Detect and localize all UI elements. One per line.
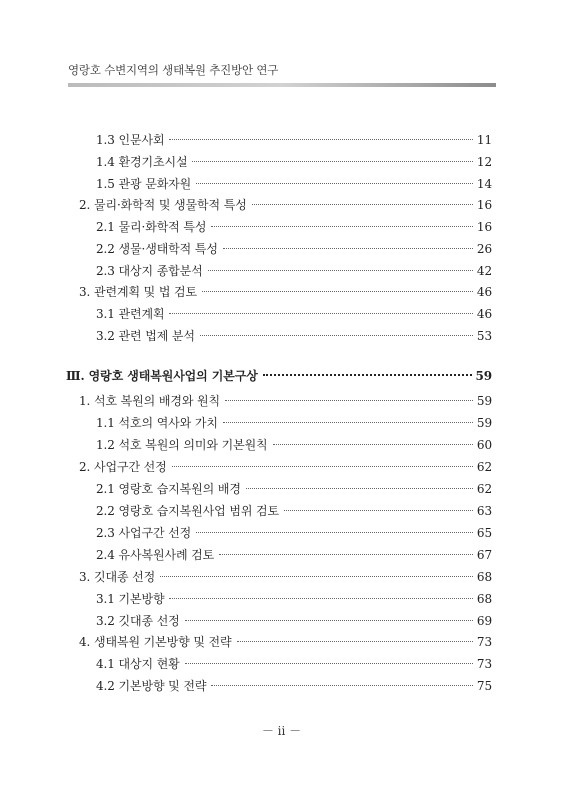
dot-leader <box>252 204 473 205</box>
toc-subsection[interactable] <box>96 611 492 631</box>
toc-subsection[interactable] <box>96 217 492 237</box>
toc-entry-page: 11 <box>476 133 492 147</box>
toc-section[interactable] <box>79 567 492 587</box>
toc-entry-page: 60 <box>476 438 492 452</box>
toc-section[interactable] <box>79 632 492 652</box>
toc-entry-page: 68 <box>476 570 492 584</box>
dot-leader <box>185 663 473 664</box>
toc-entry-page: 59 <box>476 416 492 430</box>
dot-leader <box>202 291 473 292</box>
toc-entry-page: 16 <box>476 198 492 212</box>
toc-entry-label: 2.2 생물·생태학적 특성 <box>96 242 218 256</box>
dot-leader <box>273 444 473 445</box>
dot-leader <box>219 554 473 555</box>
toc-entry-label: 1.2 석호 복원의 의미와 기본원칙 <box>96 438 268 452</box>
toc-entry-label: 3.1 기본방향 <box>96 592 165 606</box>
toc-entry-page: 69 <box>476 614 492 628</box>
dot-leader <box>172 466 473 467</box>
dot-leader <box>263 374 472 376</box>
toc-entry-page: 62 <box>476 482 492 496</box>
dot-leader <box>225 400 473 401</box>
toc-subsection[interactable] <box>96 501 492 521</box>
dot-leader <box>185 620 473 621</box>
toc-section[interactable] <box>79 391 492 411</box>
toc-entry-page: 14 <box>476 177 492 191</box>
toc-entry-page: 65 <box>476 526 492 540</box>
dot-leader <box>237 641 473 642</box>
dot-leader <box>223 422 473 423</box>
toc-entry-page: 62 <box>476 460 492 474</box>
toc-entry-label: 1.3 인문사회 <box>96 133 165 147</box>
toc-entry-label: 2. 사업구간 선정 <box>79 460 167 474</box>
dot-leader <box>223 248 473 249</box>
toc-section[interactable] <box>79 457 492 477</box>
toc-subsection[interactable] <box>96 326 492 346</box>
toc-entry-page: 73 <box>476 657 492 671</box>
toc-entry-page: 68 <box>476 592 492 606</box>
toc-entry-page: 63 <box>476 504 492 518</box>
toc-entry-label: 3.2 관련 법제 분석 <box>96 329 195 343</box>
toc-chapter[interactable] <box>66 366 492 386</box>
dot-leader <box>196 183 473 184</box>
dot-leader <box>169 139 472 140</box>
toc-entry-page: 53 <box>476 329 492 343</box>
toc-entry-label: 1.5 관광 문화자원 <box>96 177 192 191</box>
toc-section[interactable] <box>79 195 492 215</box>
toc-subsection[interactable] <box>96 152 492 172</box>
toc-entry-page: 46 <box>476 285 492 299</box>
dot-leader <box>246 488 473 489</box>
dot-leader <box>192 161 472 162</box>
toc-subsection[interactable] <box>96 130 492 150</box>
toc-entry-label: 1. 석호 복원의 배경와 원칙 <box>79 394 221 408</box>
toc-entry-label: 3.1 관련계획 <box>96 307 165 321</box>
toc-entry-label: 2. 물리·화학적 및 생물학적 특성 <box>79 198 247 212</box>
dot-leader <box>169 598 472 599</box>
toc-entry-label: 2.3 대상지 종합분석 <box>96 264 203 278</box>
toc-entry-label: Ⅲ. 영랑호 생태복원사업의 기본구상 <box>66 369 258 383</box>
toc-entry-page: 42 <box>476 264 492 278</box>
toc-entry-label: 3. 관련계획 및 법 검토 <box>79 285 198 299</box>
toc-entry-label: 3.2 깃대종 선정 <box>96 614 180 628</box>
toc-subsection[interactable] <box>96 654 492 674</box>
toc-entry-label: 3. 깃대종 선정 <box>79 570 156 584</box>
toc-subsection[interactable] <box>96 676 492 696</box>
toc-subsection[interactable] <box>96 304 492 324</box>
toc-subsection[interactable] <box>96 261 492 281</box>
dot-leader <box>284 510 473 511</box>
toc-entry-page: 16 <box>476 220 492 234</box>
running-header: 영랑호 수변지역의 생태복원 추진방안 연구 <box>68 63 279 77</box>
toc-subsection[interactable] <box>96 479 492 499</box>
toc-entry-page: 73 <box>476 635 492 649</box>
toc-entry-page: 59 <box>476 394 492 408</box>
toc-entry-label: 2.4 유사복원사례 검토 <box>96 548 215 562</box>
toc-entry-page: 12 <box>476 155 492 169</box>
toc-entry-label: 2.1 물리·화학적 특성 <box>96 220 207 234</box>
toc-entry-page: 59 <box>475 369 492 383</box>
dot-leader <box>160 576 473 577</box>
dot-leader <box>200 335 473 336</box>
dot-leader <box>211 226 473 227</box>
toc-subsection[interactable] <box>96 174 492 194</box>
toc-subsection[interactable] <box>96 545 492 565</box>
toc-entry-label: 2.1 영랑호 습지복원의 배경 <box>96 482 241 496</box>
toc-subsection[interactable] <box>96 435 492 455</box>
toc-subsection[interactable] <box>96 589 492 609</box>
toc-entry-page: 67 <box>476 548 492 562</box>
toc-entry-label: 1.1 석호의 역사와 가치 <box>96 416 218 430</box>
toc-entry-label: 4.2 기본방향 및 전략 <box>96 679 207 693</box>
dot-leader <box>211 685 473 686</box>
toc-entry-label: 4. 생태복원 기본방향 및 전략 <box>79 635 232 649</box>
toc-entry-label: 1.4 환경기초시설 <box>96 155 188 169</box>
dot-leader <box>208 270 473 271</box>
toc-subsection[interactable] <box>96 523 492 543</box>
toc-entry-label: 2.3 사업구간 선정 <box>96 526 192 540</box>
dot-leader <box>169 313 472 314</box>
toc-entry-label: 4.1 대상지 현황 <box>96 657 180 671</box>
toc-subsection[interactable] <box>96 413 492 433</box>
toc-section[interactable] <box>79 282 492 302</box>
toc-subsection[interactable] <box>96 239 492 259</box>
toc-entry-label: 2.2 영랑호 습지복원사업 범위 검토 <box>96 504 280 518</box>
toc-entry-page: 26 <box>476 242 492 256</box>
toc-entry-page: 75 <box>476 679 492 693</box>
toc-entry-page: 46 <box>476 307 492 321</box>
dot-leader <box>196 532 473 533</box>
page-number: － ii － <box>261 724 302 738</box>
